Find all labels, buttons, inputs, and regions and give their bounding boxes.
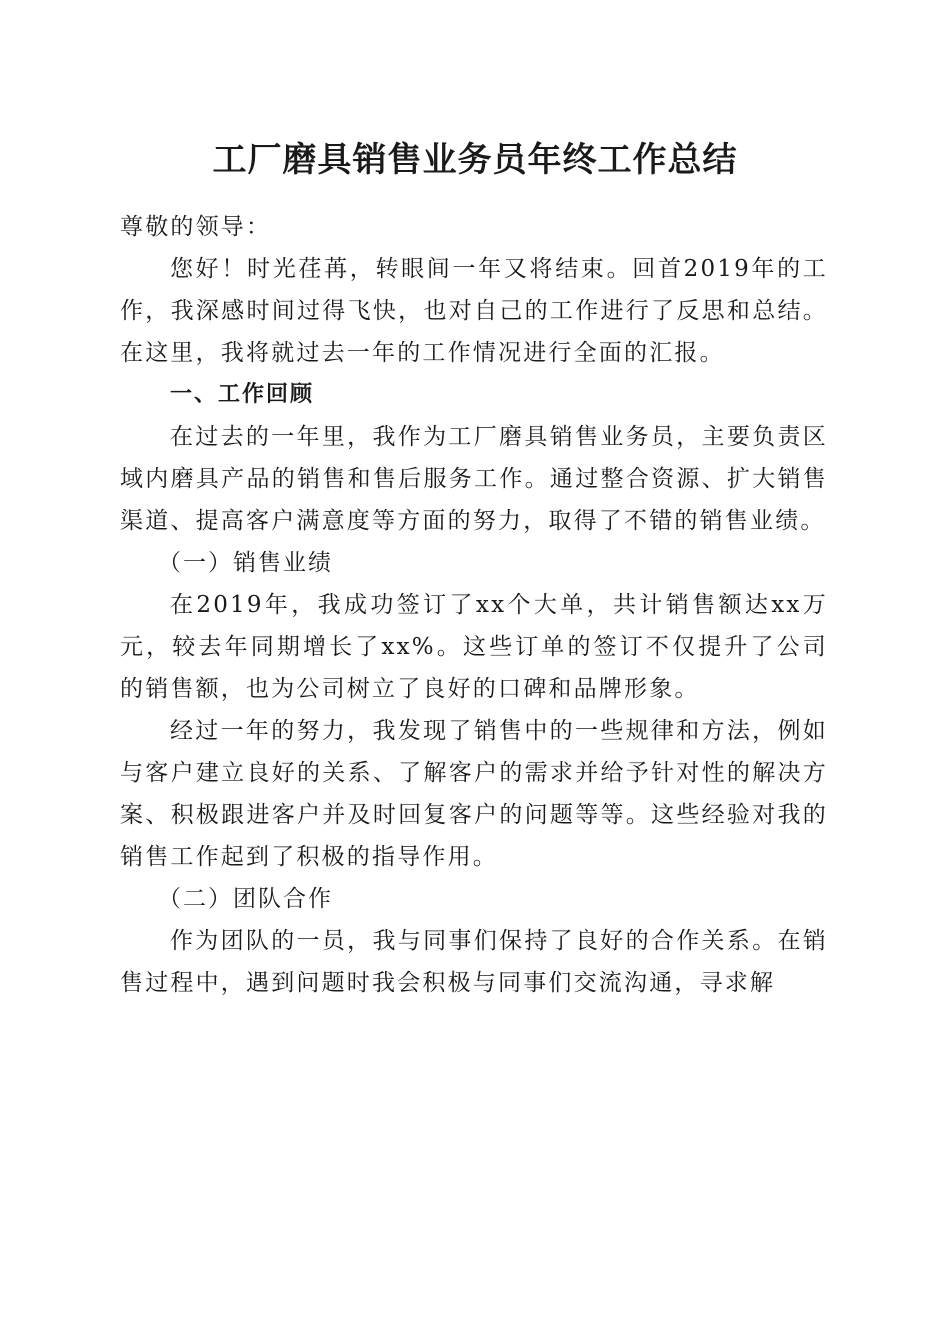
intro-paragraph: 您好！时光荏苒，转眼间一年又将结束。回首2019年的工作，我深感时间过得飞快，也对自己的工作进行了反思和总结。在这里，我将就过去一年的工作情况进行全面的汇报。 <box>120 256 828 366</box>
work-review-paragraph: 在过去的一年里，我作为工厂磨具销售业务员，主要负责区域内磨具产品的销售和售后服务工作。通过整合资源、扩大销售渠道、提高客户满意度等方面的努力，取得了不错的销售业绩。 <box>120 424 828 534</box>
document-body <box>120 206 828 1004</box>
section-heading-work-review: 一、工作回顾 <box>170 382 315 407</box>
teamwork-paragraph-1: 作为团队的一员，我与同事们保持了良好的合作关系。在销售过程中，遇到问题时我会积极与同事们交流沟通，寻求解 <box>120 928 828 996</box>
subsection-heading-teamwork: （二）团队合作 <box>158 886 333 912</box>
sales-performance-paragraph-2: 经过一年的努力，我发现了销售中的一些规律和方法，例如与客户建立良好的关系、了解客户的需求并给予针对性的解决方案、积极跟进客户并及时回复客户的问题等等。这些经验对我的销售工作起到了积极的指导作用。 <box>120 718 828 870</box>
document-title: 工厂磨具销售业务员年终工作总结 <box>212 140 738 180</box>
salutation: 尊敬的领导： <box>120 214 272 240</box>
subsection-heading-sales-performance: （一）销售业绩 <box>158 550 333 576</box>
sales-performance-paragraph-1: 在2019年，我成功签订了xx个大单，共计销售额达xx万元，较去年同期增长了xx%。这些订单的签订不仅提升了公司的销售额，也为公司树立了良好的口碑和品牌形象。 <box>120 592 828 702</box>
